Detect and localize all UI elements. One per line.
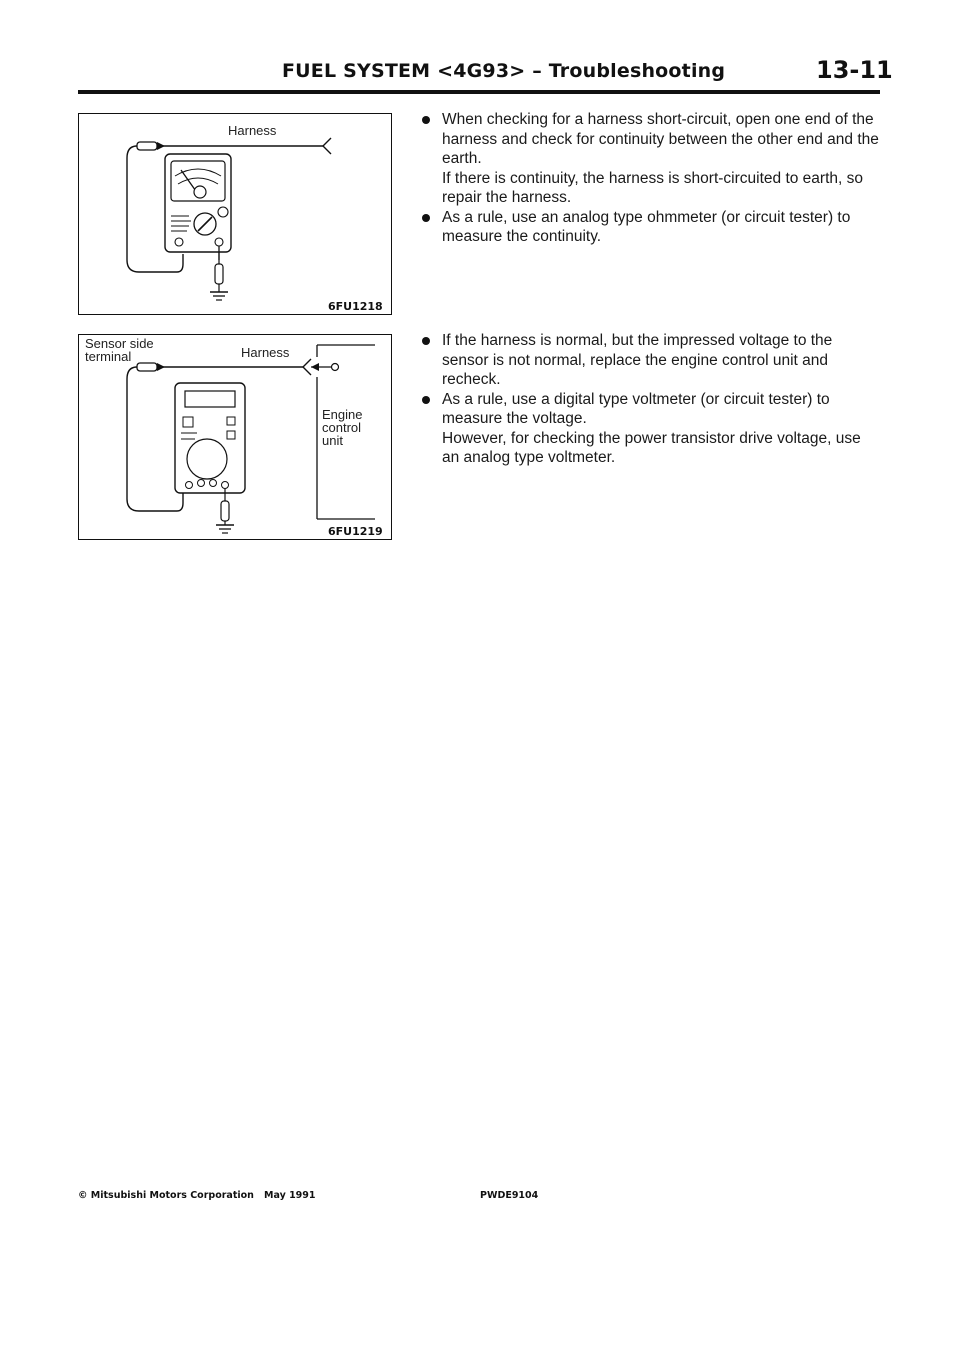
ground-probe <box>215 264 223 284</box>
footer-date: May 1991 <box>264 1190 316 1201</box>
probe-connector <box>137 142 157 150</box>
probe-connector <box>137 363 157 371</box>
harness-open-end <box>323 138 331 154</box>
ground-probe <box>221 501 229 521</box>
meter-terminal-left <box>175 238 183 246</box>
footer-copyright: © Mitsubishi Motors Corporation <box>78 1190 254 1201</box>
figure-voltmeter-check <box>78 334 392 540</box>
probe-arrow <box>157 363 165 371</box>
paragraph: As a rule, use a digital type voltmeter (or circuit tester) to measure the voltage. <box>442 390 830 427</box>
range-selector-dial <box>187 439 227 479</box>
paragraph: If there is continuity, the harness is short-circuited to earth, so repair the harness. <box>442 169 863 206</box>
harness-label: Harness <box>241 345 290 360</box>
figure-ohmmeter-check <box>78 113 392 315</box>
voltage-instructions <box>420 331 882 468</box>
meter-digital-display <box>185 391 235 407</box>
ecu-connector-chevron <box>303 359 311 375</box>
sensor-side-label-line2: terminal <box>85 349 132 364</box>
bullet-icon <box>422 214 430 222</box>
paragraph: When checking for a harness short-circuit, open one end of the harness and check for continuity between the other end and the earth. <box>442 111 879 167</box>
figure-code: 6FU1218 <box>328 300 383 313</box>
bullet-icon <box>422 337 430 345</box>
harness-label: Harness <box>228 123 277 138</box>
figure-code: 6FU1219 <box>328 525 383 538</box>
page-title: FUEL SYSTEM <4G93> – Troubleshooting <box>282 60 726 82</box>
bullet-icon <box>422 116 430 124</box>
meter-terminal-right <box>215 238 223 246</box>
continuity-instructions <box>420 110 882 247</box>
ecu-label-line2: control <box>322 420 362 435</box>
bullet-icon <box>422 396 430 404</box>
header-rule <box>78 90 880 94</box>
footer-doc-code: PWDE9104 <box>480 1190 539 1201</box>
paragraph: As a rule, use an analog type ohmmeter (or circuit tester) to measure the continuity. <box>442 208 851 245</box>
ohmmeter-diagram <box>79 114 393 316</box>
ecu-label-line3: unit <box>322 433 343 448</box>
list-item <box>420 208 882 247</box>
paragraph: If the harness is normal, but the impressed voltage to the sensor is not normal, replace the engine control unit and recheck. <box>442 332 833 388</box>
paragraph: However, for checking the power transistor drive voltage, use an analog type voltmeter. <box>442 429 861 466</box>
list-item <box>420 390 882 468</box>
list-item <box>420 110 882 208</box>
page-number: 13-11 <box>816 56 893 84</box>
voltmeter-diagram <box>79 335 393 541</box>
probe-arrow <box>157 142 165 150</box>
list-item <box>420 331 882 390</box>
sensor-side-label-line1: Sensor side <box>85 336 154 351</box>
ecu-label-line1: Engine <box>322 407 363 422</box>
